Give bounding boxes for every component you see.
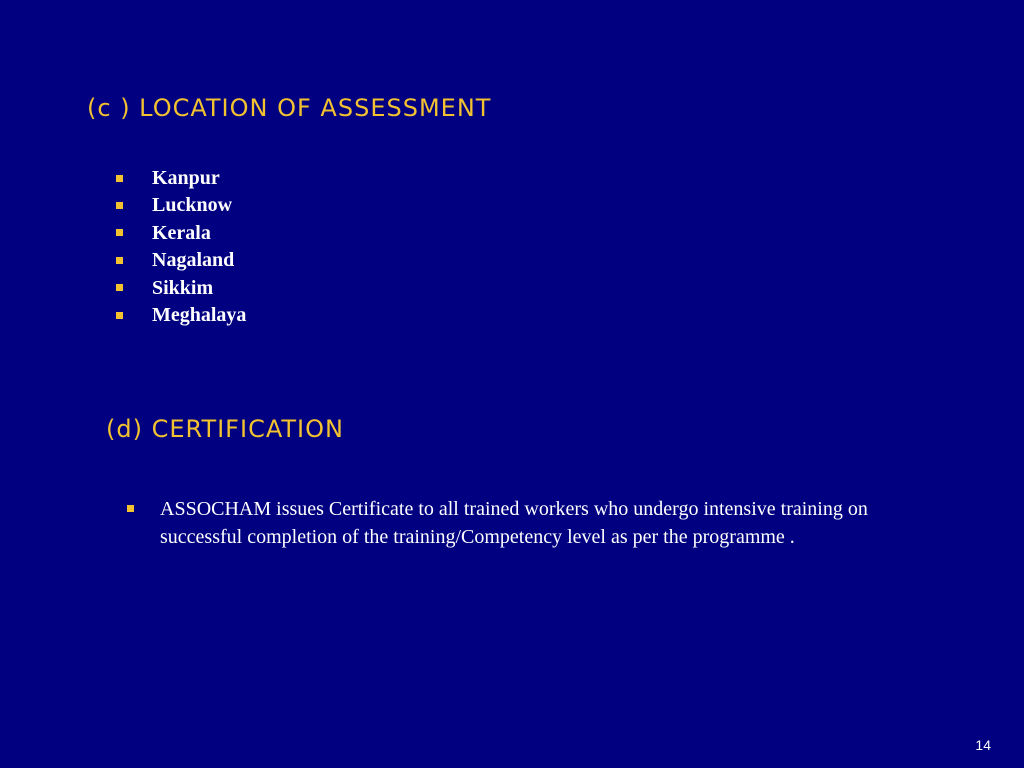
section-heading-certification: (d) CERTIFICATION — [106, 415, 344, 443]
list-item — [113, 275, 246, 302]
square-bullet-icon — [116, 312, 123, 319]
square-bullet-icon — [127, 505, 134, 512]
certification-text: ASSOCHAM issues Certificate to all trained workers who undergo intensive training on successful completion of the training/Competency level as per the programme . — [160, 498, 868, 548]
list-item — [113, 165, 246, 192]
list-item-label: Sikkim — [152, 276, 214, 299]
list-item-label: Lucknow — [152, 194, 233, 217]
square-bullet-icon — [116, 257, 123, 264]
square-bullet-icon — [116, 284, 123, 291]
section-heading-location: (c ) LOCATION OF ASSESSMENT — [87, 94, 492, 122]
square-bullet-icon — [116, 202, 123, 209]
square-bullet-icon — [116, 229, 123, 236]
list-item — [113, 192, 246, 219]
list-item — [113, 247, 246, 274]
list-item-label: Nagaland — [152, 249, 235, 272]
list-item-label: Meghalaya — [152, 303, 247, 326]
certification-bullet — [125, 495, 885, 551]
list-item — [113, 302, 246, 329]
list-item — [113, 220, 246, 247]
location-list — [113, 165, 246, 329]
page-number: 14 — [975, 737, 991, 753]
list-item-label: Kerala — [152, 221, 211, 244]
list-item-label: Kanpur — [152, 167, 220, 189]
square-bullet-icon — [116, 175, 123, 182]
